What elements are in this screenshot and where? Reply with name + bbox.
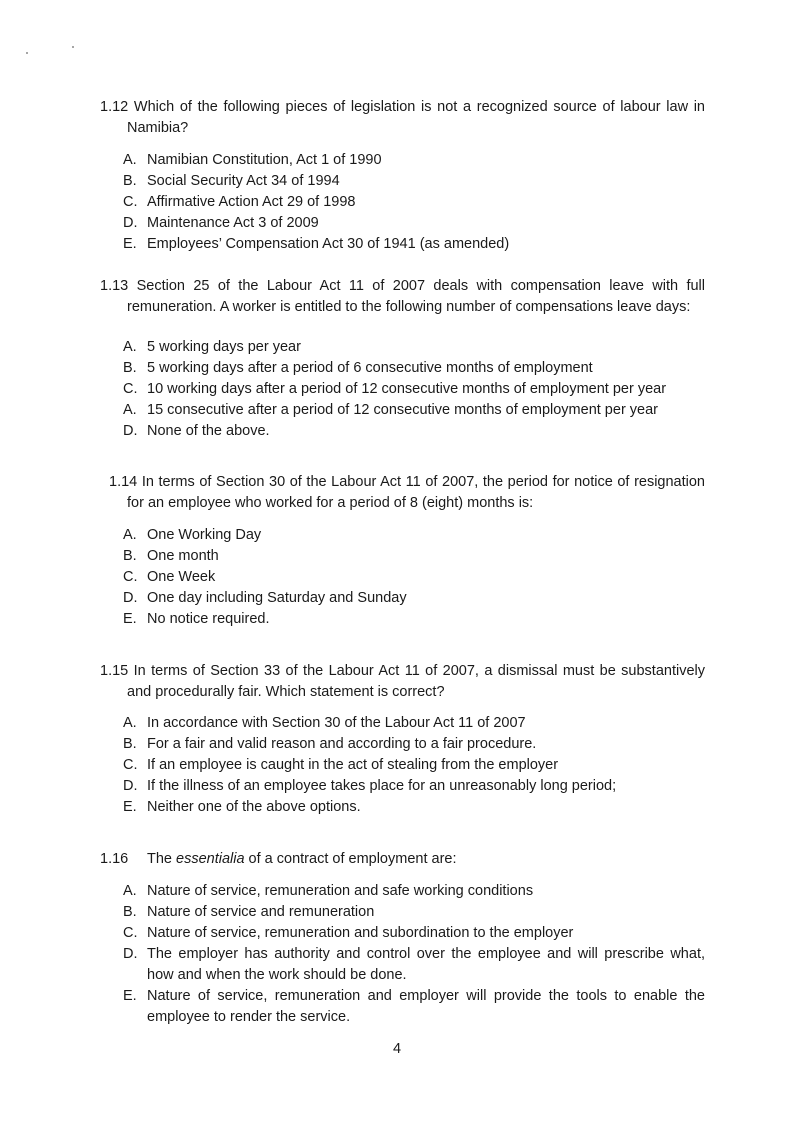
option-text: Namibian Constitution, Act 1 of 1990 — [147, 152, 382, 168]
option-item — [123, 421, 703, 442]
option-item — [123, 797, 703, 818]
option-item — [123, 944, 705, 986]
scan-speck — [72, 46, 74, 48]
option-item — [123, 588, 703, 609]
question-number: 1.16 — [100, 851, 129, 867]
option-letter: E. — [123, 799, 137, 815]
option-letter: A. — [123, 152, 137, 168]
option-letter: D. — [123, 590, 138, 606]
scan-speck — [26, 52, 28, 54]
option-text: Maintenance Act 3 of 2009 — [147, 215, 319, 231]
option-letter: B. — [123, 173, 137, 189]
option-item — [123, 171, 703, 192]
option-letter: D. — [123, 778, 138, 794]
option-letter: D. — [123, 423, 138, 439]
option-item — [123, 150, 703, 171]
option-letter: B. — [123, 360, 137, 376]
options-1-13 — [123, 337, 703, 442]
option-text: Nature of service, remuneration and employer will provide the tools to enable the employee to render the service. — [147, 988, 705, 1025]
question-text: 1.12 Which of the following pieces of legislation is not a recognized source of labour law in — [100, 99, 705, 115]
option-text: One Working Day — [147, 527, 262, 543]
question-text-continued: Namibia? — [127, 120, 189, 136]
option-text: Nature of service, remuneration and safe working conditions — [147, 883, 534, 899]
option-item — [123, 358, 703, 379]
option-text: One day including Saturday and Sunday — [147, 590, 407, 606]
option-letter: C. — [123, 194, 138, 210]
question-1-12 — [100, 97, 705, 139]
option-text: Employees’ Compensation Act 30 of 1941 (as amended) — [147, 236, 510, 252]
option-item — [123, 755, 703, 776]
question-text-continued: and procedurally fair. Which statement is correct? — [127, 684, 445, 700]
question-text: 1.14 In terms of Section 30 of the Labour Act 11 of 2007, the period for notice of resignation — [109, 474, 705, 490]
option-text: 5 working days after a period of 6 consecutive months of employment — [147, 360, 593, 376]
option-letter: B. — [123, 904, 137, 920]
options-1-12 — [123, 150, 703, 255]
option-text: If the illness of an employee takes place for an unreasonably long period; — [147, 778, 617, 794]
question-text: 1.15 In terms of Section 33 of the Labour Act 11 of 2007, a dismissal must be substantively — [100, 663, 705, 679]
option-text: Nature of service and remuneration — [147, 904, 375, 920]
question-text-continued: for an employee who worked for a period of 8 (eight) months is: — [127, 495, 534, 511]
option-item — [123, 609, 703, 630]
question-text-post: of a contract of employment are: — [244, 851, 457, 867]
option-item — [123, 337, 703, 358]
question-1-15 — [100, 661, 705, 703]
option-text: 15 consecutive after a period of 12 consecutive months of employment per year — [147, 402, 659, 418]
option-item — [123, 734, 703, 755]
option-text: Social Security Act 34 of 1994 — [147, 173, 340, 189]
options-1-15 — [123, 713, 703, 818]
option-item — [123, 923, 705, 944]
option-text: No notice required. — [147, 611, 270, 627]
option-text: If an employee is caught in the act of stealing from the employer — [147, 757, 559, 773]
question-text-italic: essentialia — [176, 851, 245, 867]
option-text: Neither one of the above options. — [147, 799, 361, 815]
question-text-continued: remuneration. A worker is entitled to the following number of compensations leave days: — [127, 299, 691, 315]
option-item — [123, 881, 705, 902]
option-letter: B. — [123, 736, 137, 752]
option-letter: D. — [123, 946, 138, 962]
question-text — [100, 849, 705, 870]
option-item — [123, 902, 705, 923]
question-1-13 — [100, 276, 705, 318]
option-item — [123, 567, 703, 588]
option-letter: C. — [123, 569, 138, 585]
option-text: One month — [147, 548, 219, 564]
option-text: In accordance with Section 30 of the Labour Act 11 of 2007 — [147, 715, 526, 731]
option-item — [123, 192, 703, 213]
option-item — [123, 379, 703, 400]
option-letter: A. — [123, 715, 137, 731]
question-1-14 — [109, 472, 705, 514]
question-text: 1.13 Section 25 of the Labour Act 11 of 2007 deals with compensation leave with full — [100, 278, 705, 294]
options-1-16 — [123, 881, 705, 1028]
option-item — [123, 986, 705, 1028]
option-text: None of the above. — [147, 423, 270, 439]
option-item — [123, 546, 703, 567]
option-letter: A. — [123, 527, 137, 543]
option-item — [123, 776, 703, 797]
option-letter: A. — [123, 339, 137, 355]
option-text: One Week — [147, 569, 216, 585]
options-1-14 — [123, 525, 703, 630]
option-item — [123, 400, 703, 421]
option-item — [123, 525, 703, 546]
option-item — [123, 234, 703, 255]
option-letter: A. — [123, 883, 137, 899]
option-letter: C. — [123, 757, 138, 773]
option-item — [123, 213, 703, 234]
option-text: The employer has authority and control over the employee and will prescribe what, how and when the work should be done. — [147, 946, 705, 983]
option-letter: E. — [123, 611, 137, 627]
option-item — [123, 713, 703, 734]
option-letter: B. — [123, 548, 137, 564]
option-letter: E. — [123, 236, 137, 252]
option-letter: C. — [123, 925, 138, 941]
option-letter: E. — [123, 988, 137, 1004]
option-letter: C. — [123, 381, 138, 397]
page-number: 4 — [392, 1041, 402, 1057]
question-1-16 — [100, 849, 705, 870]
option-text: Affirmative Action Act 29 of 1998 — [147, 194, 356, 210]
question-text-pre: The — [147, 851, 177, 867]
option-text: Nature of service, remuneration and subordination to the employer — [147, 925, 574, 941]
option-text: 10 working days after a period of 12 consecutive months of employment per year — [147, 381, 667, 397]
option-text: 5 working days per year — [147, 339, 301, 355]
option-letter: D. — [123, 215, 138, 231]
option-letter: A. — [123, 402, 137, 418]
option-text: For a fair and valid reason and according to a fair procedure. — [147, 736, 537, 752]
